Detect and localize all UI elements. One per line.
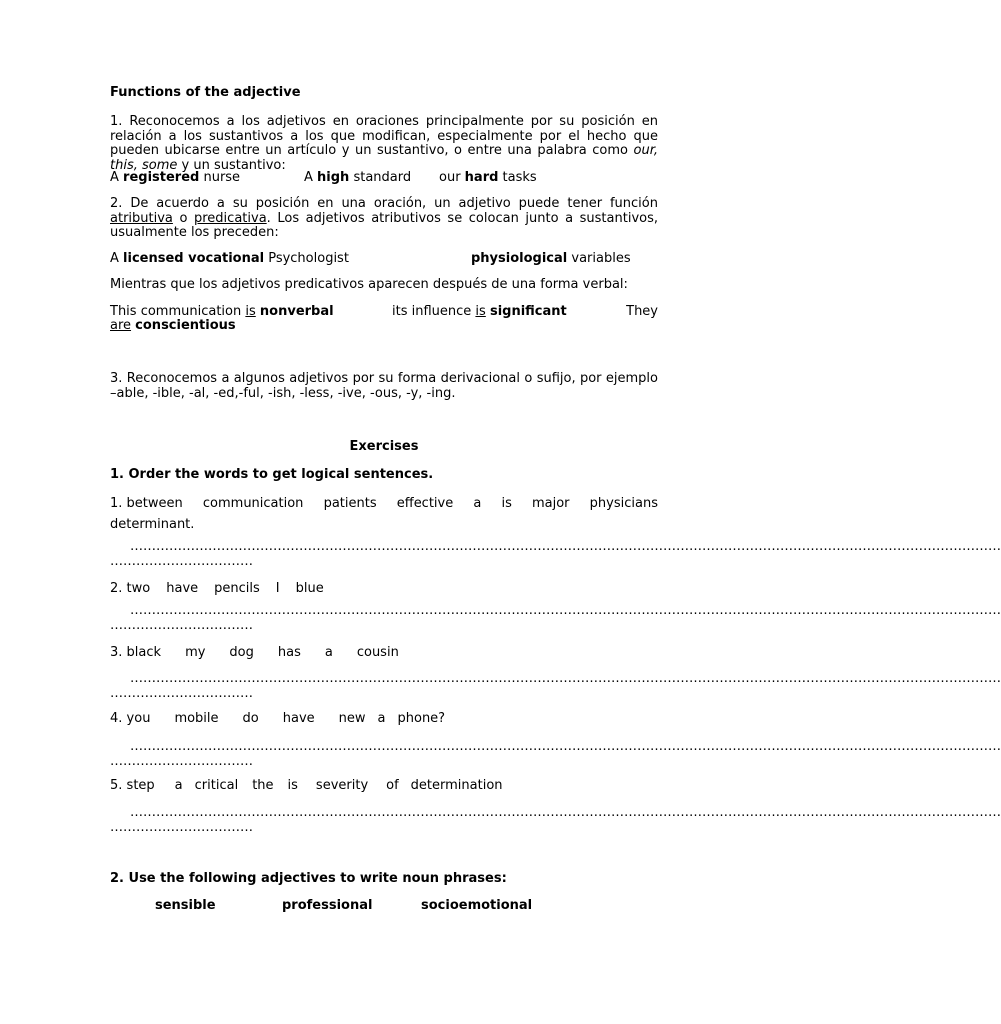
adjective-professional: professional: [282, 898, 373, 913]
answer-line-1[interactable]: ………………………………………………………………………………………………………………………………………………………………………………… ……………………………: [110, 539, 1001, 569]
example-conscientious: are conscientious: [110, 318, 236, 333]
answer-line-3[interactable]: ………………………………………………………………………………………………………………………………………………………………………………… ……………………………: [110, 671, 1001, 701]
answer-line-4[interactable]: ………………………………………………………………………………………………………………………………………………………………………………… ……………………………: [110, 739, 1001, 769]
exercise-item-1-cont: determinant.: [110, 517, 195, 532]
exercise-item-1: 1. between communication patients effective a is major physicians: [110, 496, 658, 511]
adjectives-list: [110, 899, 658, 915]
examples-predicative-cont: [110, 319, 658, 335]
document-title: Functions of the adjective: [110, 85, 301, 100]
exercises-heading: Exercises: [349, 439, 419, 454]
paragraph-4: 3. Reconocemos a algunos adjetivos por su forma derivacional o sufijo, por ejemplo –able, -ible, -al, -ed,-ful, -ish, -less, -ive, -ous, -y, -ing.: [110, 371, 658, 401]
example-physiological-variables: physiological variables: [471, 251, 631, 266]
example-licensed-vocational: A licensed vocational Psychologist: [110, 251, 349, 266]
exercise-item-2: 2. two have pencils I blue: [110, 581, 324, 596]
examples-attributive-2: [110, 252, 658, 268]
item-1-words-first: 1. between: [110, 496, 183, 511]
example-nonverbal: This communication is nonverbal: [110, 304, 334, 319]
answer-line-5[interactable]: ………………………………………………………………………………………………………………………………………………………………………………… ……………………………: [110, 805, 1001, 835]
section-2-title: 2. Use the following adjectives to write noun phrases:: [110, 871, 507, 886]
adjective-socioemotional: socioemotional: [421, 898, 533, 913]
example-they: They: [626, 304, 658, 319]
example-significant: its influence is significant: [392, 304, 567, 319]
exercise-item-5: 5. step a critical the is severity of determination: [110, 778, 503, 793]
examples-attributive-1: [110, 171, 658, 187]
paragraph-3: Mientras que los adjetivos predicativos aparecen después de una forma verbal:: [110, 277, 628, 292]
exercise-item-3: 3. black my dog has a cousin: [110, 645, 399, 660]
adjective-sensible: sensible: [155, 898, 216, 913]
paragraph-1: 1. Reconocemos a los adjetivos en oraciones principalmente por su posición en relación a los sustantivos a los que modifican, especialmente por el hecho que pueden ubicarse entre un artículo y un sustantivo, o entre una palabra como our, this, some y un sustantivo:: [110, 114, 658, 173]
answer-line-2[interactable]: ………………………………………………………………………………………………………………………………………………………………………………… ……………………………: [110, 603, 1001, 633]
paragraph-2: 2. De acuerdo a su posición en una oración, un adjetivo puede tener función atributiva o predicativa. Los adjetivos atributivos se colocan junto a sustantivos, usualmente los preceden:: [110, 196, 658, 240]
example-registered-nurse: A registered nurse: [110, 170, 241, 185]
example-high-standard: A high standard: [304, 170, 412, 185]
example-hard-tasks: our hard tasks: [439, 170, 537, 185]
exercise-item-4: 4. you mobile do have new a phone?: [110, 711, 446, 726]
section-1-title: 1. Order the words to get logical sentences.: [110, 467, 434, 482]
